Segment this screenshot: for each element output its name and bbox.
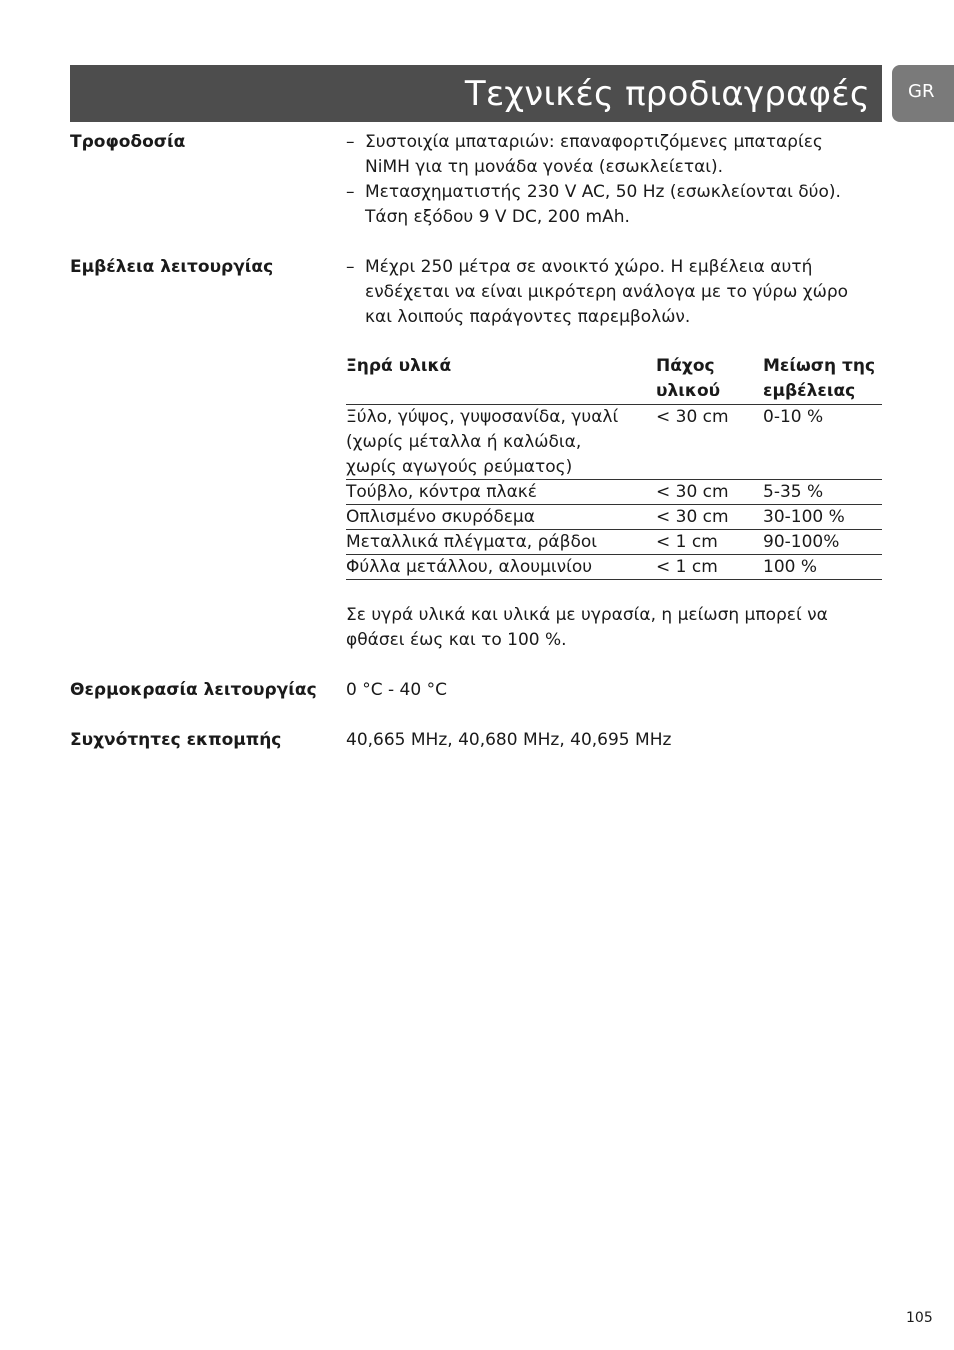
range-line-3: και λοιπούς παράγοντες παρεμβολών.: [365, 307, 691, 327]
note-line-1: Σε υγρά υλικά και υλικά με υγρασία, η μείωση μπορεί να: [346, 605, 828, 625]
cell-thickness: < 30 cm: [656, 407, 729, 427]
range-line-1: Μέχρι 250 μέτρα σε ανοικτό χώρο. Η εμβέλεια αυτή: [365, 257, 813, 277]
power-item-2-line-1: Μετασχηματιστής 230 V AC, 50 Hz (εσωκλείονται δύο).: [365, 182, 841, 202]
cell-material: Ξύλο, γύψος, γυψοσανίδα, γυαλί (χωρίς μέταλλα ή καλώδια, χωρίς αγωγούς ρεύματος): [346, 407, 619, 477]
table-row: [346, 505, 882, 530]
cell-thickness: < 1 cm: [656, 532, 718, 552]
table-header-row: [346, 354, 882, 405]
cell-reduction: 5-35 %: [763, 482, 824, 502]
page-number: 105: [906, 1310, 933, 1326]
table-row: [346, 405, 882, 480]
frequencies-label: Συχνότητες εκπομπής: [70, 730, 282, 750]
language-tab: [892, 65, 954, 122]
cell-reduction: 90-100%: [763, 532, 840, 552]
range-dash: –: [346, 257, 355, 277]
materials-table: [346, 354, 882, 580]
header-reduction: Μείωση της εμβέλειας: [763, 356, 876, 401]
language-code: GR: [908, 81, 935, 102]
cell-material: Οπλισμένο σκυρόδεμα: [346, 507, 535, 527]
cell-material: Μεταλλικά πλέγματα, ράβδοι: [346, 532, 598, 552]
page-title: Τεχνικές προδιαγραφές: [464, 74, 870, 114]
range-label: Εμβέλεια λειτουργίας: [70, 257, 274, 277]
power-item-1-line-2: NiMH για τη μονάδα γονέα (εσωκλείεται).: [365, 157, 724, 177]
note-line-2: φθάσει έως και το 100 %.: [346, 630, 567, 650]
cell-thickness: < 1 cm: [656, 557, 718, 577]
temperature-value: 0 °C - 40 °C: [346, 680, 447, 700]
cell-thickness: < 30 cm: [656, 507, 729, 527]
cell-reduction: 30-100 %: [763, 507, 845, 527]
cell-reduction: 100 %: [763, 557, 818, 577]
section-title-bar: [70, 65, 882, 122]
header-material: Ξηρά υλικά: [346, 356, 452, 376]
power-label: Τροφοδοσία: [70, 132, 186, 152]
header-thickness: Πάχος υλικού: [656, 356, 721, 401]
power-item-1-line-1: Συστοιχία μπαταριών: επαναφορτιζόμενες μπαταρίες: [365, 132, 823, 152]
power-dash-1: –: [346, 132, 355, 152]
cell-thickness: < 30 cm: [656, 482, 729, 502]
power-dash-2: –: [346, 182, 355, 202]
frequencies-value: 40,665 MHz, 40,680 MHz, 40,695 MHz: [346, 730, 672, 750]
table-row: [346, 480, 882, 505]
power-item-2-line-2: Τάση εξόδου 9 V DC, 200 mAh.: [365, 207, 630, 227]
table-row: [346, 530, 882, 555]
range-line-2: ενδέχεται να είναι μικρότερη ανάλογα με το γύρω χώρο: [365, 282, 849, 302]
temperature-label: Θερμοκρασία λειτουργίας: [70, 680, 317, 700]
cell-material: Φύλλα μετάλλου, αλουμινίου: [346, 557, 593, 577]
table-row: [346, 555, 882, 580]
cell-material: Τούβλο, κόντρα πλακέ: [346, 482, 538, 502]
cell-reduction: 0-10 %: [763, 407, 824, 427]
